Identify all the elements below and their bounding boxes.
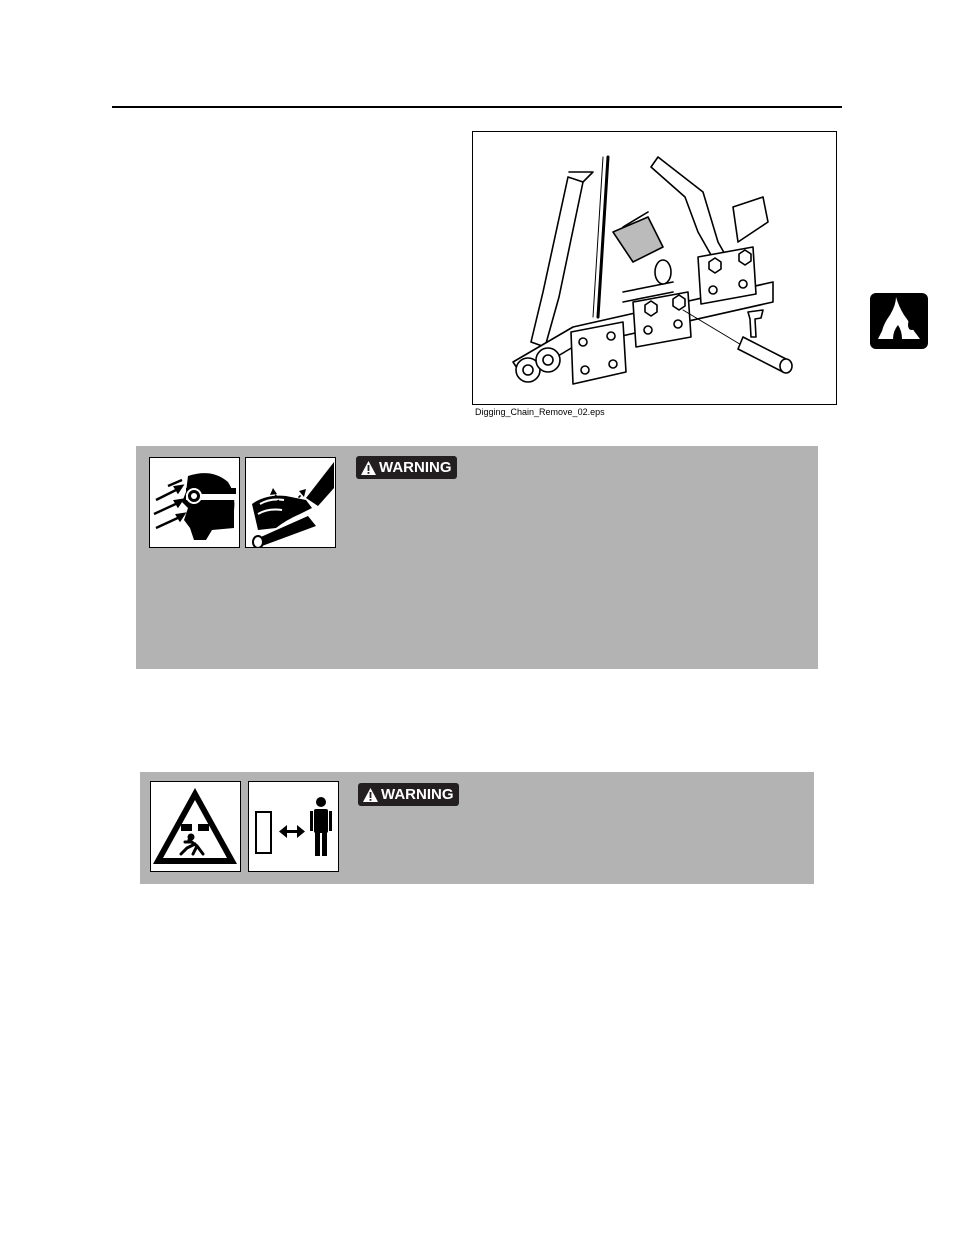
figure-caption: Digging_Chain_Remove_02.eps bbox=[475, 407, 605, 417]
high-pressure-fluid-injection-icon bbox=[246, 458, 335, 547]
warning-panel-pressure bbox=[136, 446, 818, 669]
crushing-hazard-pictogram bbox=[150, 781, 241, 872]
warning-label: WARNING bbox=[379, 459, 452, 476]
eye-protection-icon bbox=[150, 458, 239, 547]
fluid-injection-pictogram bbox=[245, 457, 336, 548]
section-tab[interactable] bbox=[870, 293, 928, 349]
digging-chain-figure bbox=[472, 131, 837, 405]
warning-badge bbox=[358, 783, 459, 806]
warning-badge bbox=[356, 456, 457, 479]
crushing-hazard-icon bbox=[151, 782, 240, 871]
keep-clear-distance-icon bbox=[249, 782, 338, 871]
eye-protection-pictogram bbox=[149, 457, 240, 548]
warning-triangle-icon bbox=[362, 787, 379, 803]
digging-chain-link-removal-illustration bbox=[473, 132, 837, 405]
warning-label: WARNING bbox=[381, 786, 454, 803]
warning-triangle-icon bbox=[360, 460, 377, 476]
service-droplets-icon bbox=[870, 293, 928, 349]
keep-clear-pictogram bbox=[248, 781, 339, 872]
header-rule bbox=[112, 106, 842, 108]
warning-panel-crushing bbox=[140, 772, 814, 884]
